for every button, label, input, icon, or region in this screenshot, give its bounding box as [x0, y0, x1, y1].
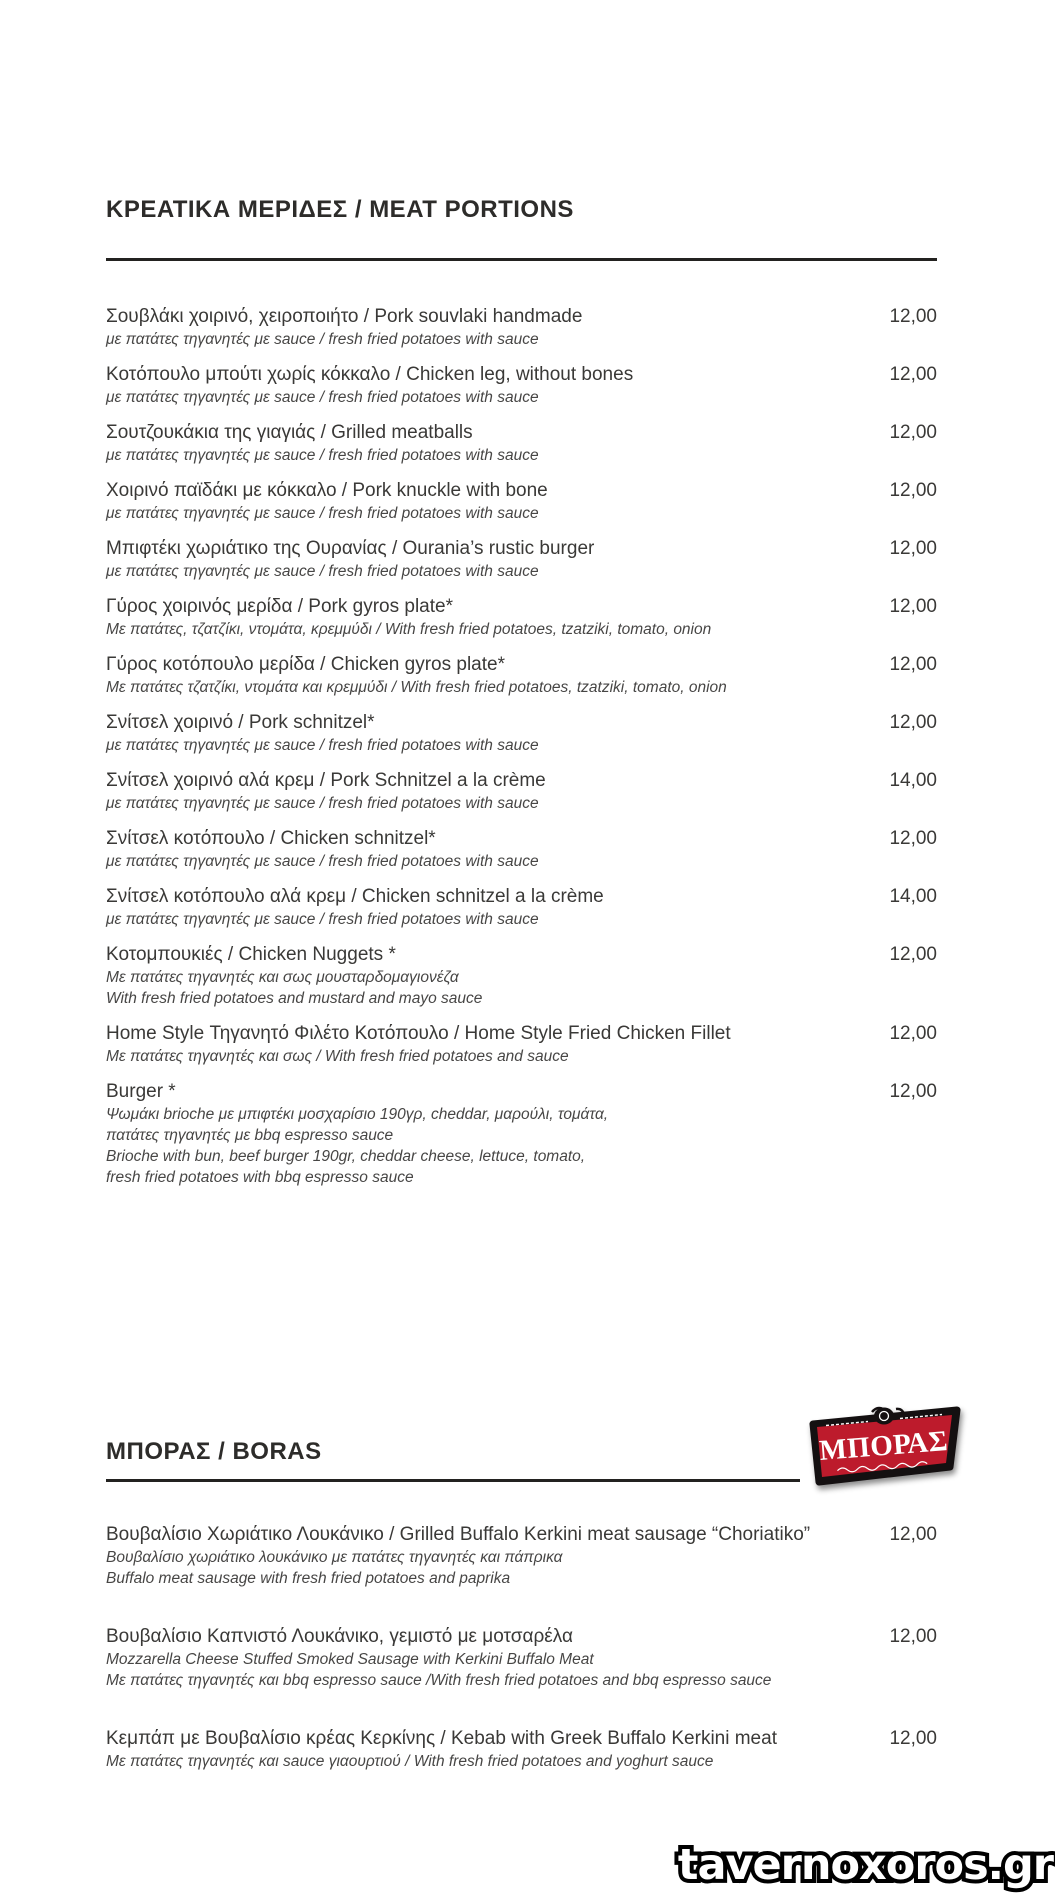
item-description: With fresh fried potatoes and mustard and mayo sauce: [106, 990, 483, 1007]
item-price: 12,00: [889, 306, 937, 327]
menu-item-head: [106, 363, 937, 387]
item-description: με πατάτες τηγανητές με sauce / fresh fried potatoes with sauce: [106, 737, 539, 754]
item-description: Με πατάτες τηγανητές και σως / With fresh fried potatoes and sauce: [106, 1048, 569, 1065]
item-price: 12,00: [889, 1728, 937, 1749]
menu-item: [106, 1523, 937, 1589]
menu-item: [106, 537, 937, 582]
menu-item-head: [106, 885, 937, 909]
item-name: Χοιρινό παϊδάκι με κόκκαλο / Pork knuckle with bone: [106, 480, 548, 501]
item-description: Mozzarella Cheese Stuffed Smoked Sausage with Kerkini Buffalo Meat: [106, 1651, 594, 1668]
boras-logo-text: ΜΠΟΡΑΣ: [818, 1425, 950, 1468]
menu-item: [106, 653, 937, 698]
item-name: Βουβαλίσιο Καπνιστό Λουκάνικο, γεμιστό με μοτσαρέλα: [106, 1626, 573, 1647]
item-name: Σουβλάκι χοιρινό, χειροποιήτο / Pork souvlaki handmade: [106, 306, 583, 327]
menu-item-head: [106, 1523, 937, 1547]
item-name: Κεμπάπ με Βουβαλίσιο κρέας Κερκίνης / Kebab with Greek Buffalo Kerkini meat: [106, 1728, 777, 1749]
item-name: Σνίτσελ χοιρινό / Pork schnitzel*: [106, 712, 375, 733]
menu-item-head: [106, 711, 937, 735]
menu-item: [106, 885, 937, 930]
item-description: Με πατάτες τηγανητές και σως μουσταρδομαγιονέζα: [106, 969, 459, 986]
section-divider: [106, 258, 937, 261]
item-name: Σνίτσελ κοτόπουλο αλά κρεμ / Chicken schnitzel a la crème: [106, 886, 604, 907]
menu-item-head: [106, 827, 937, 851]
menu-item-head: [106, 305, 937, 329]
menu-item-head: [106, 1625, 937, 1649]
item-name: Σνίτσελ κοτόπουλο / Chicken schnitzel*: [106, 828, 436, 849]
boras-logo: [804, 1405, 964, 1489]
item-price: 12,00: [889, 1626, 937, 1647]
item-price: 12,00: [889, 1524, 937, 1545]
item-name: Κοτομπουκιές / Chicken Nuggets *: [106, 944, 396, 965]
item-price: 12,00: [889, 596, 937, 617]
item-price: 12,00: [889, 422, 937, 443]
menu-items-list: [106, 1523, 937, 1772]
item-description: Brioche with bun, beef burger 190gr, cheddar cheese, lettuce, tomato,: [106, 1148, 586, 1165]
item-price: 12,00: [889, 712, 937, 733]
menu-item: [106, 711, 937, 756]
item-description: Με πατάτες τηγανητές και sauce γιαουρτιού / With fresh fried potatoes and yoghurt sauce: [106, 1753, 714, 1770]
menu-item-head: [106, 1727, 937, 1751]
menu-items-list: [106, 305, 937, 1188]
item-description: με πατάτες τηγανητές με sauce / fresh fried potatoes with sauce: [106, 563, 539, 580]
section-meat-portions: [106, 196, 937, 1201]
boras-header: [106, 1425, 950, 1468]
item-name: Βουβαλίσιο Χωριάτικο Λουκάνικο / Grilled Buffalo Kerkini meat sausage “Choriatiko”: [106, 1524, 811, 1545]
menu-item-head: [106, 479, 937, 503]
menu-item: [106, 363, 937, 408]
item-price: 14,00: [889, 886, 937, 907]
menu-item-head: [106, 769, 937, 793]
item-name: Γύρος χοιρινός μερίδα / Pork gyros plate*: [106, 596, 453, 617]
item-price: 12,00: [889, 944, 937, 965]
item-price: 12,00: [889, 654, 937, 675]
menu-item: [106, 421, 937, 466]
menu-item-head: [106, 1080, 937, 1104]
section-title: ΚΡΕΑΤΙΚΑ ΜΕΡΙΔΕΣ / MEAT PORTIONS: [106, 196, 574, 223]
section-divider: [106, 1479, 800, 1482]
menu-item: [106, 769, 937, 814]
section-boras: [106, 1425, 950, 1808]
item-price: 12,00: [889, 538, 937, 559]
menu-item-head: [106, 421, 937, 445]
item-price: 12,00: [889, 1023, 937, 1044]
menu-item: [106, 1625, 937, 1691]
section-title: ΜΠΟΡΑΣ / BORAS: [106, 1438, 322, 1465]
item-name: Burger *: [106, 1081, 176, 1102]
menu-item: [106, 479, 937, 524]
menu-item-head: [106, 653, 937, 677]
item-price: 12,00: [889, 1081, 937, 1102]
item-price: 12,00: [889, 364, 937, 385]
item-description: Ψωμάκι brioche με μπιφτέκι μοσχαρίσιο 190γρ, cheddar, μαρούλι, τομάτα,: [106, 1106, 609, 1123]
menu-item-head: [106, 1022, 937, 1046]
item-description: με πατάτες τηγανητές με sauce / fresh fried potatoes with sauce: [106, 447, 539, 464]
item-description: Buffalo meat sausage with fresh fried potatoes and paprika: [106, 1570, 511, 1587]
item-price: 12,00: [889, 828, 937, 849]
menu-item-head: [106, 943, 937, 967]
boras-crest-icon: [874, 1408, 894, 1425]
menu-item: [106, 595, 937, 640]
item-description: με πατάτες τηγανητές με sauce / fresh fried potatoes with sauce: [106, 505, 539, 522]
watermark: tavernoxoros.gr: [677, 1840, 1053, 1890]
menu-item: [106, 305, 937, 350]
item-description: με πατάτες τηγανητές με sauce / fresh fried potatoes with sauce: [106, 331, 539, 348]
item-description: με πατάτες τηγανητές με sauce / fresh fried potatoes with sauce: [106, 911, 539, 928]
item-name: Γύρος κοτόπουλο μερίδα / Chicken gyros plate*: [106, 654, 505, 675]
item-name: Μπιφτέκι χωριάτικο της Ουρανίας / Ourania’s rustic burger: [106, 538, 595, 559]
menu-item: [106, 827, 937, 872]
item-description: Με πατάτες τζατζίκι, ντομάτα και κρεμμύδι / With fresh fried potatoes, tzatziki, tomato, onion: [106, 679, 727, 696]
menu-item: [106, 1022, 937, 1067]
item-description: Με πατάτες, τζατζίκι, ντομάτα, κρεμμύδι / With fresh fried potatoes, tzatziki, tomato, onion: [106, 621, 712, 638]
menu-item-head: [106, 595, 937, 619]
item-description: με πατάτες τηγανητές με sauce / fresh fried potatoes with sauce: [106, 853, 539, 870]
menu-item: [106, 1080, 937, 1188]
item-price: 12,00: [889, 480, 937, 501]
item-description: fresh fried potatoes with bbq espresso sauce: [106, 1169, 414, 1186]
item-name: Home Style Τηγανητό Φιλέτο Κοτόπουλο / Home Style Fried Chicken Fillet: [106, 1023, 731, 1044]
item-description: με πατάτες τηγανητές με sauce / fresh fried potatoes with sauce: [106, 389, 539, 406]
item-description: πατάτες τηγανητές με bbq espresso sauce: [106, 1127, 394, 1144]
item-description: με πατάτες τηγανητές με sauce / fresh fried potatoes with sauce: [106, 795, 539, 812]
item-name: Σουτζουκάκια της γιαγιάς / Grilled meatballs: [106, 422, 473, 443]
item-name: Σνίτσελ χοιρινό αλά κρεμ / Pork Schnitzel a la crème: [106, 770, 546, 791]
item-description: Με πατάτες τηγανητές και bbq espresso sauce /With fresh fried potatoes and bbq espresso sauce: [106, 1672, 772, 1689]
menu-item-head: [106, 537, 937, 561]
item-name: Κοτόπουλο μπούτι χωρίς κόκκαλο / Chicken leg, without bones: [106, 364, 634, 385]
item-description: Βουβαλίσιο χωριάτικο λουκάνικο με πατάτες τηγανητές και πάπρικα: [106, 1549, 563, 1566]
item-price: 14,00: [889, 770, 937, 791]
menu-item: [106, 1727, 937, 1772]
menu-item: [106, 943, 937, 1009]
